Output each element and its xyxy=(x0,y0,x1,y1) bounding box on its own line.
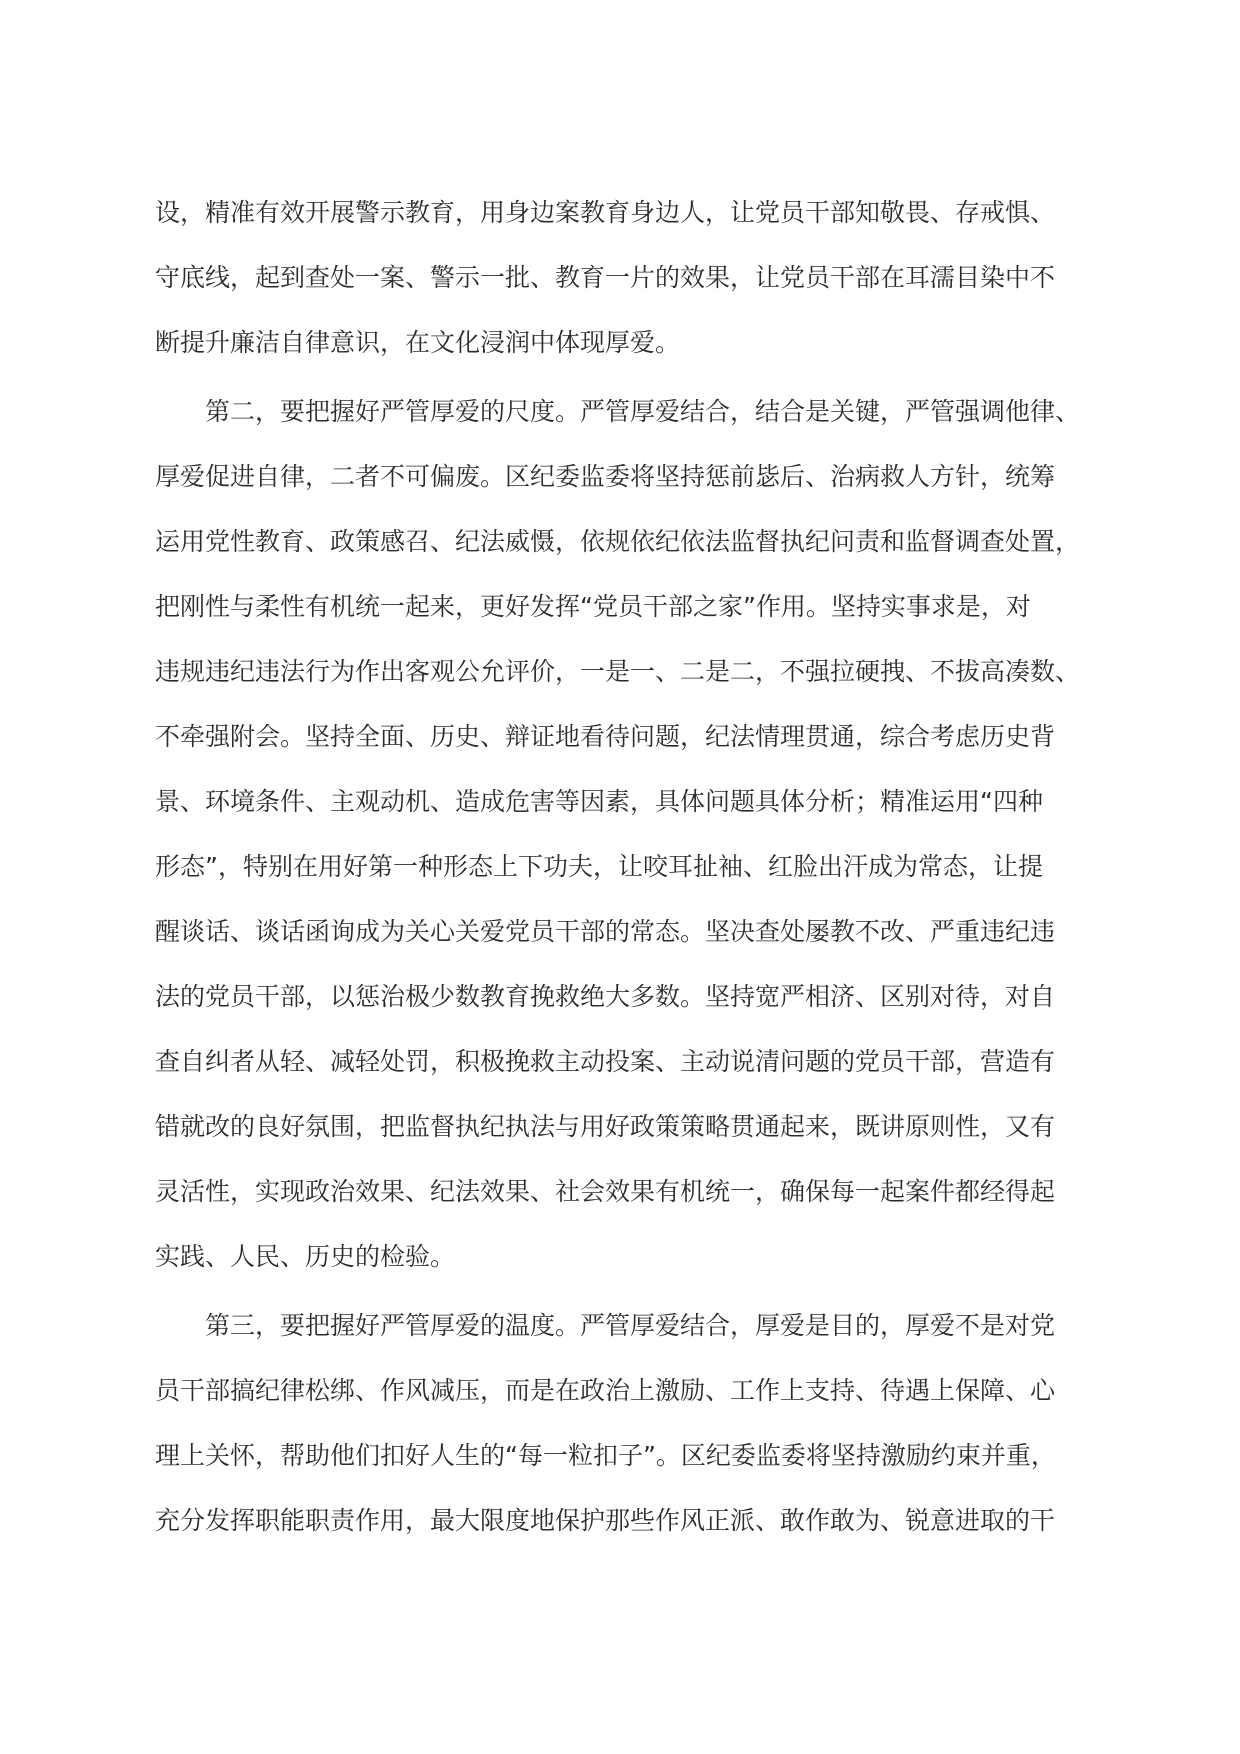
paragraph-1 xyxy=(155,180,1085,375)
text-line: 守底线，起到查处一案、警示一批、教育一片的效果，让党员干部在耳濡目染中不 xyxy=(155,263,1056,292)
document-body xyxy=(155,180,1085,1557)
text-line: 灵活性，实现政治效果、纪法效果、社会效果有机统一，确保每一起案件都经得起 xyxy=(155,1177,1056,1206)
text-line: 景、环境条件、主观动机、造成危害等因素，具体问题具体分析；精准运用“四种 xyxy=(155,787,1043,816)
text-line: 运用党性教育、政策感召、纪法威慑，依规依纪依法监督执纪问责和监督调查处置， xyxy=(155,527,1081,556)
paragraph-2 xyxy=(155,379,1085,1289)
text-line: 把刚性与柔性有机统一起来，更好发挥“党员干部之家”作用。坚持实事求是，对 xyxy=(155,592,1031,621)
text-line: 设，精准有效开展警示教育，用身边案教育身边人，让党员干部知敬畏、存戒惧、 xyxy=(155,198,1056,227)
text-line: 形态”，特别在用好第一种形态上下功夫，让咬耳扯袖、红脸出汗成为常态，让提 xyxy=(155,852,1043,881)
paragraph-3 xyxy=(155,1293,1085,1553)
text-line: 断提升廉洁自律意识，在文化浸润中体现厚爱。 xyxy=(155,328,681,357)
text-line: 不牵强附会。坚持全面、历史、辩证地看待问题，纪法情理贯通，综合考虑历史背 xyxy=(155,722,1056,751)
text-line: 法的党员干部，以惩治极少数教育挽救绝大多数。坚持宽严相济、区别对待，对自 xyxy=(155,982,1056,1011)
text-line: 违规违纪违法行为作出客观公允评价，一是一、二是二，不强拉硬拽、不拔高凑数、 xyxy=(155,657,1081,686)
text-line: 理上关怀，帮助他们扣好人生的“每一粒扣子”。区纪委监委将坚持激励约束并重， xyxy=(155,1441,1056,1470)
text-line: 醒谈话、谈话函询成为关心关爱党员干部的常态。坚决查处屡教不改、严重违纪违 xyxy=(155,917,1056,946)
text-line: 厚爱促进自律，二者不可偏废。区纪委监委将坚持惩前毖后、治病救人方针，统筹 xyxy=(155,462,1056,491)
text-line: 查自纠者从轻、减轻处罚，积极挽救主动投案、主动说清问题的党员干部，营造有 xyxy=(155,1047,1056,1076)
text-line: 第三，要把握好严管厚爱的温度。严管厚爱结合，厚爱是目的，厚爱不是对党 xyxy=(205,1311,1056,1340)
text-line: 充分发挥职能职责作用，最大限度地保护那些作风正派、敢作敢为、锐意进取的干 xyxy=(155,1506,1056,1535)
text-line: 错就改的良好氛围，把监督执纪执法与用好政策策略贯通起来，既讲原则性，又有 xyxy=(155,1112,1056,1141)
text-line: 员干部搞纪律松绑、作风减压，而是在政治上激励、工作上支持、待遇上保障、心 xyxy=(155,1376,1056,1405)
text-line: 第二，要把握好严管厚爱的尺度。严管厚爱结合，结合是关键，严管强调他律、 xyxy=(205,397,1081,426)
text-line: 实践、人民、历史的检验。 xyxy=(155,1242,456,1271)
